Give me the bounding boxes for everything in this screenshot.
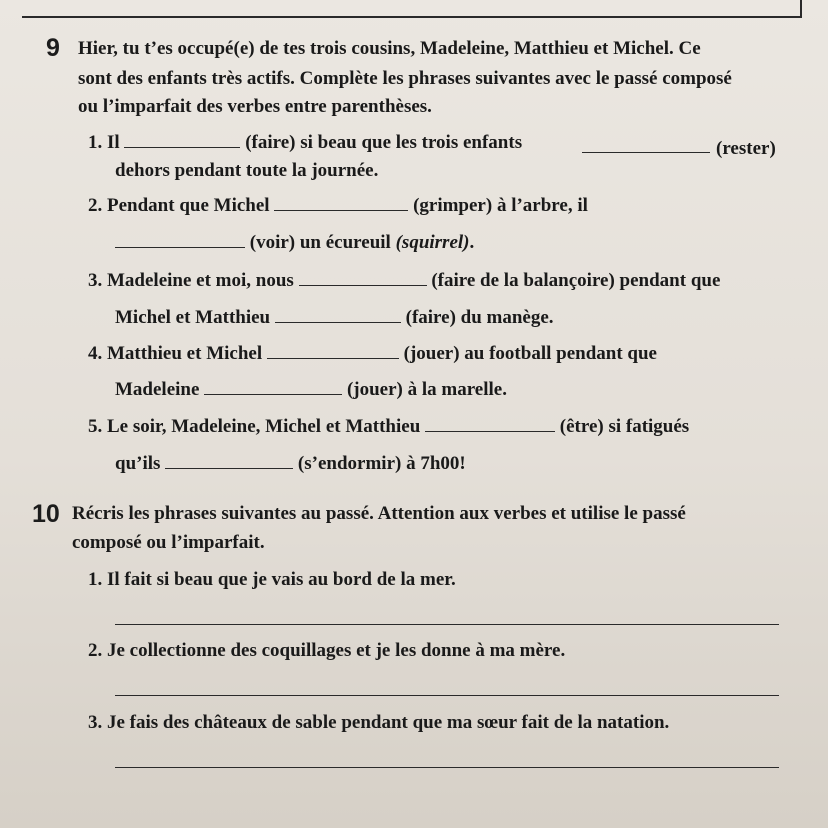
item-text: Il xyxy=(107,132,120,153)
item-number: 2. xyxy=(88,640,103,661)
ex9-item-1-line-2: dehors pendant toute la journée. xyxy=(115,160,379,181)
item-number: 1. xyxy=(88,569,103,590)
answer-blank[interactable] xyxy=(115,233,245,248)
item-text: (grimper) à l’arbre, il xyxy=(413,195,588,216)
item-number: 3. xyxy=(88,712,103,733)
item-text: (jouer) au football pendant que xyxy=(403,343,657,364)
exercise-9-number: 9 xyxy=(46,34,60,62)
answer-line[interactable] xyxy=(115,767,779,768)
answer-blank[interactable] xyxy=(165,454,293,469)
ex10-item-1 xyxy=(88,569,456,591)
item-text: qu’ils xyxy=(115,453,161,474)
answer-blank[interactable] xyxy=(299,271,427,286)
ex9-item-3-line-2 xyxy=(115,307,554,329)
answer-blank[interactable] xyxy=(267,344,399,359)
item-text: (être) si fatigués xyxy=(559,416,690,437)
ex9-item-2-line-1 xyxy=(88,195,588,217)
ex10-item-3 xyxy=(88,712,669,734)
exercise-9-intro-line-3: ou l’imparfait des verbes entre parenthèses. xyxy=(78,96,432,117)
exercise-9-intro-line-1: Hier, tu t’es occupé(e) de tes trois cousins, Madeleine, Matthieu et Michel. Ce xyxy=(78,38,701,59)
item-text: . xyxy=(469,232,475,253)
exercise-10-number: 10 xyxy=(32,500,60,528)
ex9-item-4-line-2 xyxy=(115,379,507,401)
ex9-item-2-line-2 xyxy=(115,232,474,254)
answer-blank[interactable] xyxy=(204,380,342,395)
exercise-10-intro-line-2: composé ou l’imparfait. xyxy=(72,532,265,553)
item-text: (faire) si beau que les trois enfants xyxy=(245,132,523,153)
item-text: Madeleine xyxy=(115,379,200,400)
item-text: (s’endormir) à 7h00! xyxy=(297,453,466,474)
item-number: 4. xyxy=(88,343,103,364)
answer-blank[interactable] xyxy=(425,417,555,432)
item-text: (faire de la balançoire) pendant que xyxy=(431,270,721,291)
item-text: Madeleine et moi, nous xyxy=(107,270,294,291)
answer-line[interactable] xyxy=(115,695,779,696)
item-text: (jouer) à la marelle. xyxy=(346,379,507,400)
ex9-item-1-verb: (rester) xyxy=(716,138,776,159)
ex9-item-4-line-1 xyxy=(88,343,657,365)
item-text-italic: (squirrel) xyxy=(395,232,470,253)
ex9-item-1-line-1 xyxy=(88,132,522,154)
item-number: 2. xyxy=(88,195,103,216)
ex9-item-3-line-1 xyxy=(88,270,720,292)
ex10-item-2 xyxy=(88,640,565,662)
item-number: 3. xyxy=(88,270,103,291)
item-text: Michel et Matthieu xyxy=(115,307,271,328)
item-text: Je collectionne des coquillages et je les donne à ma mère. xyxy=(107,640,566,661)
item-text: Matthieu et Michel xyxy=(107,343,263,364)
item-text: (voir) un écureuil xyxy=(249,232,391,253)
item-text: Je fais des châteaux de sable pendant que ma sœur fait de la natation. xyxy=(107,712,670,733)
item-text: Pendant que Michel xyxy=(107,195,270,216)
item-text: (faire) du manège. xyxy=(405,307,554,328)
ex9-item-5-line-2 xyxy=(115,453,466,475)
answer-blank[interactable] xyxy=(274,196,408,211)
answer-blank[interactable] xyxy=(124,133,240,148)
exercise-9-intro-line-2: sont des enfants très actifs. Complète les phrases suivantes avec le passé composé xyxy=(78,68,732,89)
exercise-10-intro-line-1: Récris les phrases suivantes au passé. Attention aux verbes et utilise le passé xyxy=(72,503,686,524)
answer-blank[interactable] xyxy=(275,308,401,323)
item-number: 1. xyxy=(88,132,103,153)
item-text: Il fait si beau que je vais au bord de la mer. xyxy=(107,569,456,590)
item-text: Le soir, Madeleine, Michel et Matthieu xyxy=(107,416,421,437)
item-number: 5. xyxy=(88,416,103,437)
answer-line[interactable] xyxy=(115,624,779,625)
ex9-item-5-line-1 xyxy=(88,416,689,438)
top-border xyxy=(22,0,802,18)
answer-blank[interactable] xyxy=(582,152,710,153)
